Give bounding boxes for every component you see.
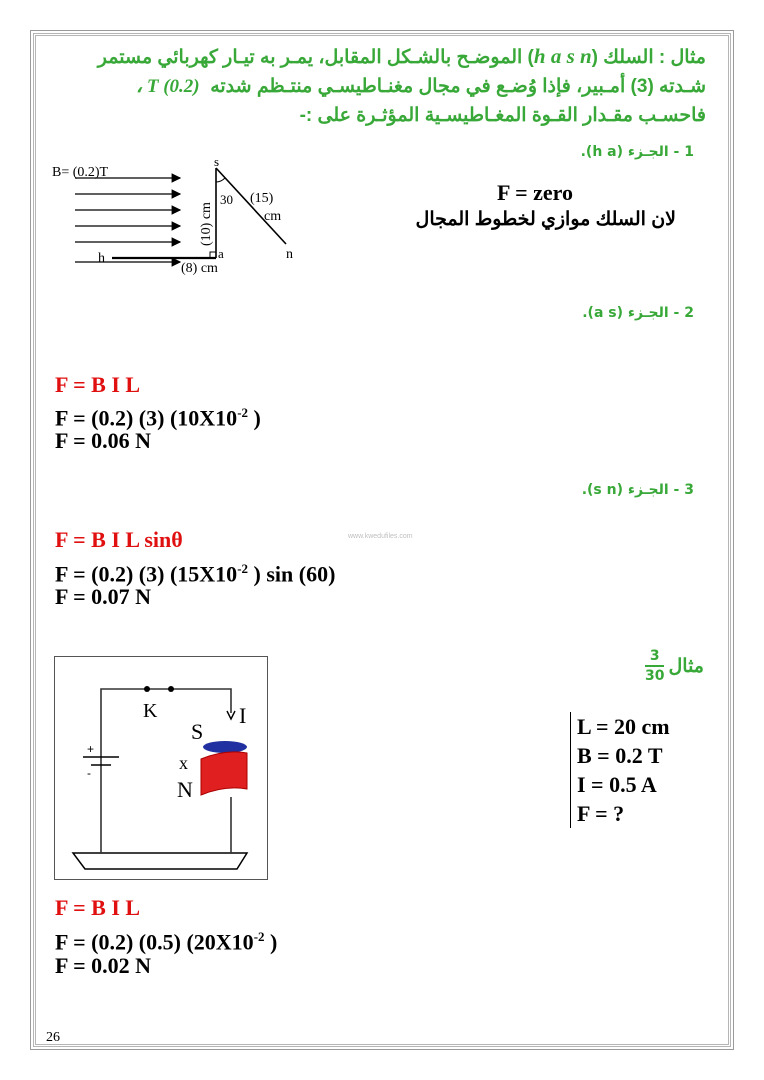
current-label: I bbox=[239, 703, 247, 728]
given-field: B = 0.2 T bbox=[577, 743, 663, 768]
problem-statement bbox=[56, 42, 706, 130]
magnet-top bbox=[203, 741, 247, 753]
part-3-substitution: F = (0.2) (3) ($15X10^{-2}$ ) sin (60) bbox=[55, 561, 336, 587]
intro-line-3: فاحسـب مقـدار القـوة المغـاطيسـية المؤثـرة على :- bbox=[299, 105, 706, 126]
battery-plus: + bbox=[87, 742, 95, 756]
switch-label: K bbox=[143, 700, 158, 722]
example-2-substitution: F = (0.2) (0.5) ($20X10^{-2}$ ) bbox=[55, 929, 278, 955]
watermark: www.kwedufiles.com bbox=[348, 533, 413, 540]
label-side-ha: (8) cm bbox=[181, 261, 218, 276]
label-a: a bbox=[218, 246, 224, 261]
part-2-result: F = 0.06 N bbox=[55, 428, 152, 453]
given-length: L = 20 cm bbox=[577, 714, 670, 739]
given-current: I = 0.5 A bbox=[577, 772, 657, 797]
circuit-drawing bbox=[55, 657, 267, 879]
label-side-sn-num: (15) bbox=[250, 191, 274, 206]
example-2-formula: F = B I L bbox=[55, 895, 141, 920]
intro-line-1: مثال : السلك (h a s n) الموضـح بالشـكل المقابل، يمـر به تيـار كهربائي مستمر bbox=[97, 44, 706, 68]
wire-diagram bbox=[50, 158, 310, 278]
example-2-fraction bbox=[645, 648, 664, 684]
battery-minus: - bbox=[87, 766, 91, 780]
label-angle: 30 bbox=[220, 192, 233, 207]
part-3-label: 3 - الجـزء (s n). bbox=[581, 482, 694, 498]
part-3-result: F = 0.07 N bbox=[55, 584, 152, 609]
part-1-label: 1 - الجـزء (h a). bbox=[580, 144, 694, 160]
label-h: h bbox=[98, 251, 105, 266]
magnet-body bbox=[201, 752, 247, 795]
page-number: 26 bbox=[46, 1030, 60, 1045]
wire-x-label: x bbox=[179, 753, 188, 773]
switch-contact bbox=[168, 686, 174, 692]
switch-contact bbox=[144, 686, 150, 692]
b-field-label: B= (0.2)T bbox=[52, 165, 109, 180]
fraction-denominator: 30 bbox=[645, 668, 665, 684]
part-1-reason: لان السلك موازي لخطوط المجال bbox=[415, 209, 676, 230]
pole-n-label: N bbox=[177, 777, 193, 802]
given-unknown: F = ? bbox=[577, 801, 625, 826]
fraction-bar bbox=[645, 665, 664, 667]
part-2-substitution: F = (0.2) (3) ($10X10^{-2}$ ) bbox=[55, 405, 261, 431]
part-2-formula: F = B I L bbox=[55, 372, 141, 397]
base-tray bbox=[73, 853, 247, 869]
given-values bbox=[570, 712, 670, 828]
fraction-numerator: 3 bbox=[649, 648, 660, 664]
pole-s-label: S bbox=[191, 719, 204, 744]
label-side-as: (10) cm bbox=[199, 202, 214, 246]
angle-arc bbox=[216, 178, 225, 182]
example-2-result: F = 0.02 N bbox=[55, 953, 152, 978]
part-1-formula: F = zero bbox=[496, 180, 574, 205]
part-3-formula: F = B I L sinθ bbox=[55, 527, 183, 552]
label-n: n bbox=[286, 247, 293, 262]
example-2-heading bbox=[645, 648, 704, 684]
part-2-label: 2 - الجـزء (a s). bbox=[582, 305, 694, 321]
circuit-diagram bbox=[54, 656, 268, 880]
label-s: s bbox=[214, 158, 220, 169]
example-2-label: مثال bbox=[668, 655, 704, 677]
intro-line-2: شـدته (3) أمـبير، فإذا وُضـع في مجال مغنـاطيسـي منتـظم شدته T (0.2) ، bbox=[135, 76, 706, 97]
label-side-sn-unit: cm bbox=[264, 209, 282, 224]
